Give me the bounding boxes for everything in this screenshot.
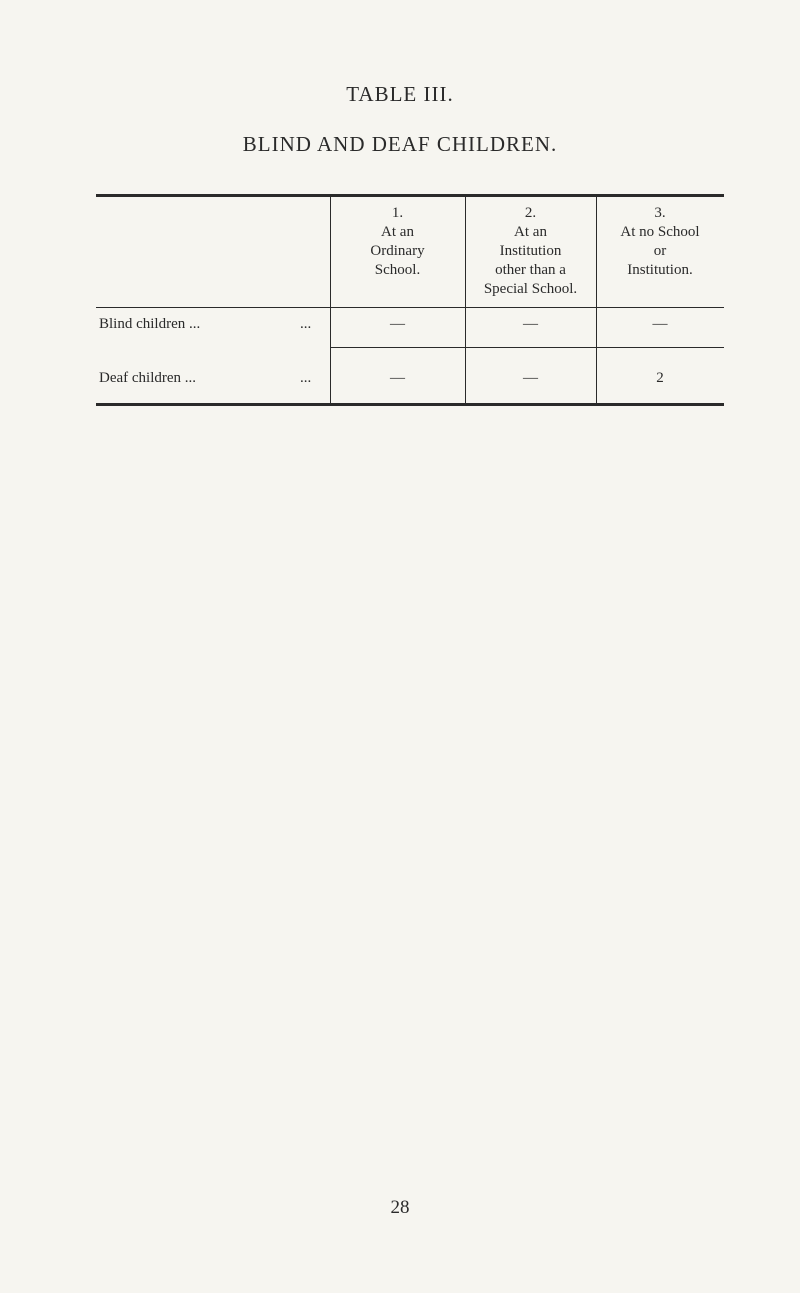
header-line: At an xyxy=(514,224,547,240)
header-line: Special School. xyxy=(483,281,578,297)
header-line: At no School xyxy=(620,224,700,240)
header-line: Institution xyxy=(499,243,562,259)
header-line: At an xyxy=(381,224,414,240)
header-rule xyxy=(96,307,724,308)
cell-deaf-institution: — xyxy=(523,370,538,386)
row-rule xyxy=(330,347,724,348)
cell-blind-no-school: — xyxy=(652,316,668,332)
row-label-blind: Blind children ... xyxy=(99,316,201,332)
column-header-ordinary-school xyxy=(330,204,465,280)
leader-dots: ... xyxy=(300,316,312,332)
column-header-institution xyxy=(465,204,596,299)
row-label-deaf: Deaf children ... xyxy=(99,370,197,386)
header-line: or xyxy=(653,243,667,259)
cell-blind-ordinary: — xyxy=(390,316,405,332)
cell-deaf-no-school: 2 xyxy=(656,370,664,386)
header-line: Institution. xyxy=(627,262,693,278)
header-line: 2. xyxy=(524,205,537,221)
header-line: Ordinary xyxy=(370,243,425,259)
children-table xyxy=(96,194,724,406)
column-header-no-school xyxy=(596,204,724,280)
header-line: 3. xyxy=(654,205,666,221)
cell-deaf-ordinary: — xyxy=(390,370,405,386)
leader-dots: ... xyxy=(300,370,312,386)
page-number: 28 xyxy=(390,1197,410,1218)
cell-blind-institution: — xyxy=(523,316,538,332)
table-subtitle: BLIND AND DEAF CHILDREN. xyxy=(242,132,558,156)
header-line: 1. xyxy=(391,205,404,221)
header-line: other than a xyxy=(495,262,566,278)
table-title: TABLE III. xyxy=(346,82,454,106)
header-line: School. xyxy=(374,262,421,278)
